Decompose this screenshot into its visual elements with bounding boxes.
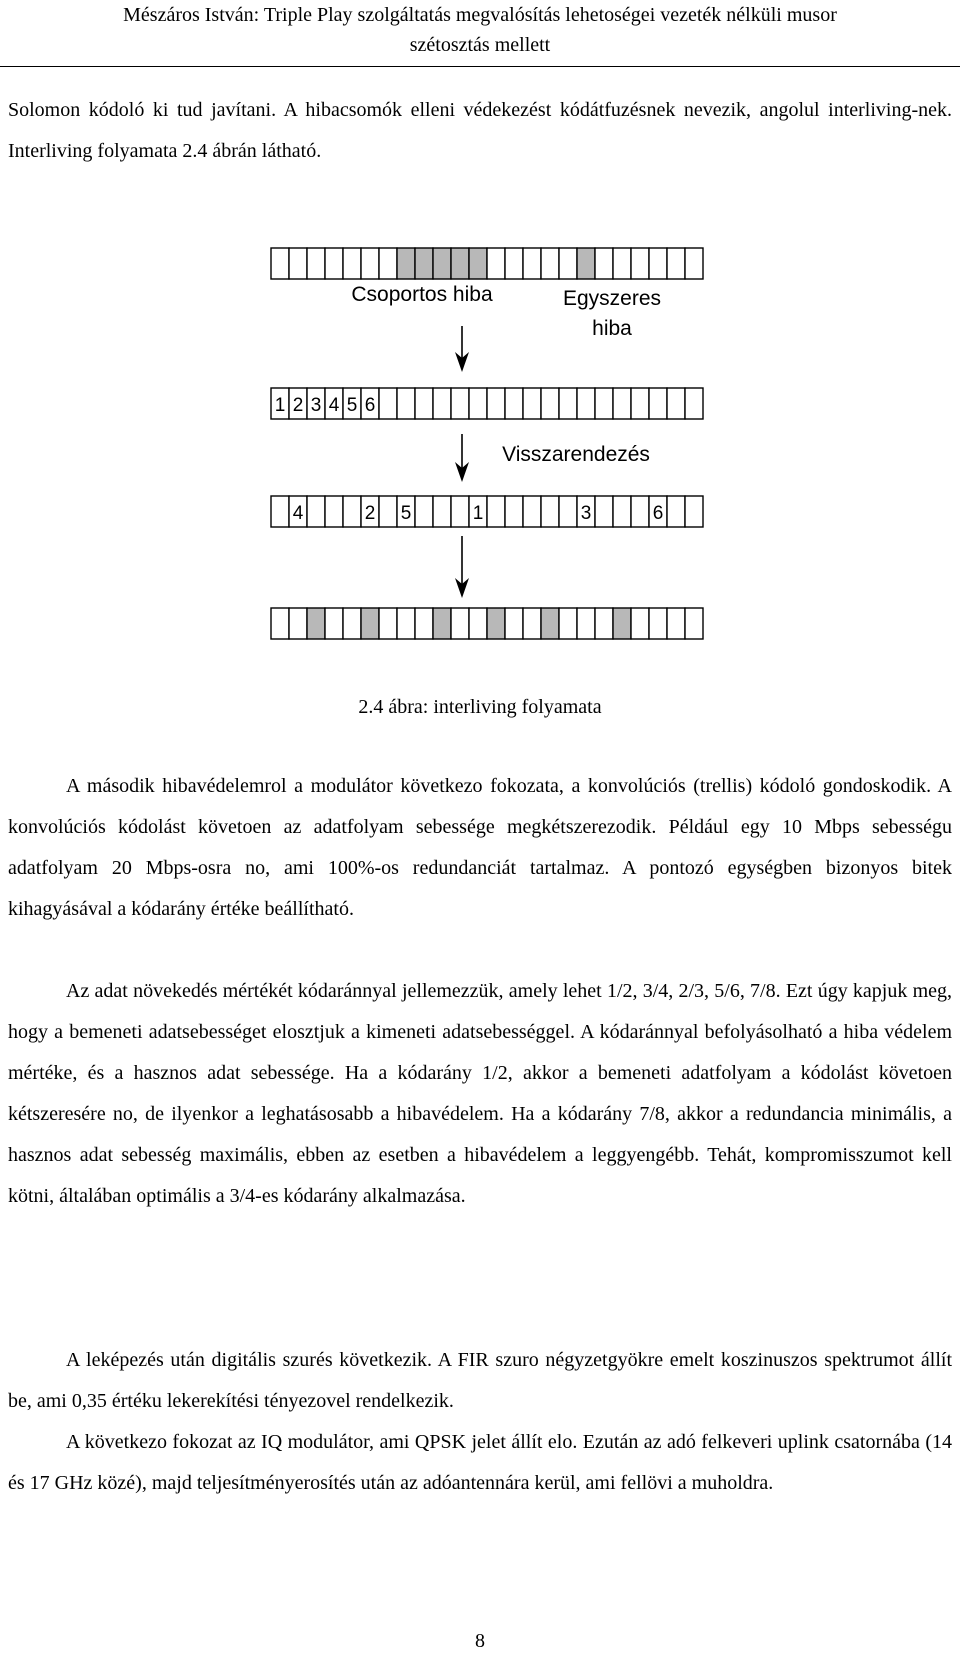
bit-cell	[649, 248, 667, 279]
bit-cell	[307, 248, 325, 279]
bit-cell	[523, 496, 541, 527]
bit-cell	[649, 608, 667, 639]
bit-cell	[541, 608, 559, 639]
bit-cell	[595, 388, 613, 419]
paragraph-3: A leképezés után digitális szurés következik. A FIR szuro négyzetgyökre emelt koszinuszos spektrumot állít be, ami 0,35 értéku lekerekítési tényezovel rendelkezik.	[8, 1349, 952, 1412]
bit-cell	[433, 608, 451, 639]
bit-cell	[487, 608, 505, 639]
bit-cell	[577, 388, 595, 419]
bit-cell	[343, 608, 361, 639]
bit-cell	[667, 248, 685, 279]
bit-cell	[649, 388, 667, 419]
bit-cell	[505, 608, 523, 639]
bit-cell	[577, 248, 595, 279]
bit-cell	[541, 496, 559, 527]
bit-number: 1	[472, 503, 484, 524]
bit-cell	[559, 388, 577, 419]
input-bit-row	[271, 248, 703, 279]
bit-cell	[667, 608, 685, 639]
bit-cell	[487, 388, 505, 419]
bit-cell	[685, 388, 703, 419]
bit-cell	[685, 496, 703, 527]
single-error-label-line-1: Egyszeres	[562, 287, 662, 310]
bit-cell	[613, 496, 631, 527]
intro-paragraph: Solomon kódoló ki tud javítani. A hibacsomók elleni védekezést kódátfuzésnek nevezik, angolul interliving-nek. Interliving folyamata 2.4 ábrán látható.	[8, 99, 952, 162]
header-line-1: Mészáros István: Triple Play szolgáltatás megvalósítás lehetoségei vezeték nélküli musor	[123, 4, 837, 26]
bit-number: 3	[310, 395, 322, 416]
bit-cell	[595, 496, 613, 527]
bit-cell	[523, 608, 541, 639]
bit-number: 3	[580, 503, 592, 524]
header-rule	[0, 66, 960, 67]
bit-cell	[415, 388, 433, 419]
bit-cell	[379, 388, 397, 419]
bit-cell	[523, 388, 541, 419]
bit-cell	[289, 248, 307, 279]
bit-cell	[487, 496, 505, 527]
bit-cell	[595, 608, 613, 639]
bit-cell	[631, 496, 649, 527]
bit-cell	[397, 248, 415, 279]
bit-cell	[451, 496, 469, 527]
bit-cell	[397, 608, 415, 639]
bit-cell	[469, 388, 487, 419]
bit-cell	[631, 608, 649, 639]
bit-cell	[469, 248, 487, 279]
paragraph-4: A következo fokozat az IQ modulátor, ami QPSK jelet állít elo. Ezután az adó felkeveri uplink csatornába (14 és 17 GHz közé), majd teljesítményerosítés után az adóantennára kerül, ami fellövi a muholdra.	[8, 1431, 952, 1494]
bit-cell	[685, 248, 703, 279]
bit-cell	[595, 248, 613, 279]
page-number: 8	[475, 1630, 485, 1652]
bit-cell	[667, 388, 685, 419]
paragraph-2: Az adat növekedés mértékét kódaránnyal jellemezzük, amely lehet 1/2, 3/4, 2/3, 5/6, 7/8. Ezt úgy kapjuk meg, hogy a bemeneti adatsebességet elosztjuk a kimeneti adatsebességgel. A kódaránnyal befolyásolható a hiba védelem mértéke, és a hasznos adat sebessége. Ha a kódarány 1/2, akkor a bemeneti adatfolyam a kódolást követoen kétszeresére no, de ilyenkor a leghatásosabb a hibavédelem. Ha a kódarány 7/8, akkor a redundancia minimális, a hasznos adat sebesség maximális, ebben az esetben a hibavédelem a leggyengébb. Tehát, kompromisszumot kell kötni, általában optimális a 3/4-es kódarány alkalmazása.	[8, 980, 952, 1207]
bit-cell	[631, 248, 649, 279]
numbered-bit-row	[271, 388, 703, 419]
bit-cell	[361, 608, 379, 639]
bit-number: 4	[328, 395, 340, 416]
bit-cell	[415, 608, 433, 639]
bit-cell	[397, 388, 415, 419]
arrow-down-icon	[455, 536, 469, 598]
bit-cell	[667, 496, 685, 527]
burst-error-label: Csoportos hiba	[351, 283, 493, 306]
bit-number: 5	[400, 503, 412, 524]
bit-cell	[325, 608, 343, 639]
header-line-2: szétosztás mellett	[409, 34, 551, 56]
bit-cell	[541, 248, 559, 279]
bit-cell	[433, 388, 451, 419]
bit-cell	[433, 496, 451, 527]
bit-cell	[505, 496, 523, 527]
bit-cell	[685, 608, 703, 639]
bit-cell	[559, 496, 577, 527]
paragraph-1: A második hibavédelemrol a modulátor következo fokozata, a konvolúciós (trellis) kódoló gondoskodik. A konvolúciós kódolást követoen az adatfolyam sebessége megkétszerezodik. Például egy 10 Mbps sebességu adatfolyam 20 Mbps-osra no, ami 100%-os redundanciát tartalmaz. A pontozó egységben bizonyos bitek kihagyásával a kódarány értéke beállítható.	[8, 775, 952, 920]
bit-cell	[523, 248, 541, 279]
bit-cell	[379, 248, 397, 279]
bit-cell	[343, 496, 361, 527]
bit-cell	[415, 496, 433, 527]
single-error-label-line-2: hiba	[592, 317, 632, 340]
bit-cell	[307, 608, 325, 639]
bit-cell	[505, 248, 523, 279]
bit-cell	[343, 248, 361, 279]
bit-cell	[613, 608, 631, 639]
bit-number: 1	[274, 395, 286, 416]
bit-cell	[451, 248, 469, 279]
bit-number: 5	[346, 395, 358, 416]
bit-cell	[415, 248, 433, 279]
bit-cell	[613, 248, 631, 279]
bit-number: 2	[364, 503, 376, 524]
bit-cell	[541, 388, 559, 419]
bit-cell	[631, 388, 649, 419]
bit-cell	[559, 608, 577, 639]
output-bit-row	[271, 608, 703, 639]
bit-cell	[469, 608, 487, 639]
running-header	[0, 0, 960, 60]
bit-cell	[271, 248, 289, 279]
bit-cell	[487, 248, 505, 279]
arrow-down-icon	[455, 326, 469, 372]
bit-cell	[451, 608, 469, 639]
reorder-label: Visszarendezés	[502, 443, 650, 466]
bit-cell	[613, 388, 631, 419]
bit-cell	[505, 388, 523, 419]
bit-cell	[307, 496, 325, 527]
bit-cell	[271, 608, 289, 639]
bit-cell	[379, 496, 397, 527]
bit-cell	[433, 248, 451, 279]
bit-number: 2	[292, 395, 304, 416]
bit-cell	[577, 608, 595, 639]
arrow-down-icon	[455, 434, 469, 482]
bit-cell	[271, 496, 289, 527]
bit-number: 6	[652, 503, 664, 524]
reordered-bit-row	[271, 496, 703, 527]
bit-cell	[325, 496, 343, 527]
bit-cell	[325, 248, 343, 279]
bit-cell	[379, 608, 397, 639]
bit-cell	[361, 248, 379, 279]
interleaving-figure	[0, 220, 960, 650]
bit-cell	[451, 388, 469, 419]
bit-cell	[559, 248, 577, 279]
bit-cell	[289, 608, 307, 639]
figure-caption: 2.4 ábra: interliving folyamata	[358, 696, 602, 718]
bit-number: 4	[292, 503, 304, 524]
bit-number: 6	[364, 395, 376, 416]
